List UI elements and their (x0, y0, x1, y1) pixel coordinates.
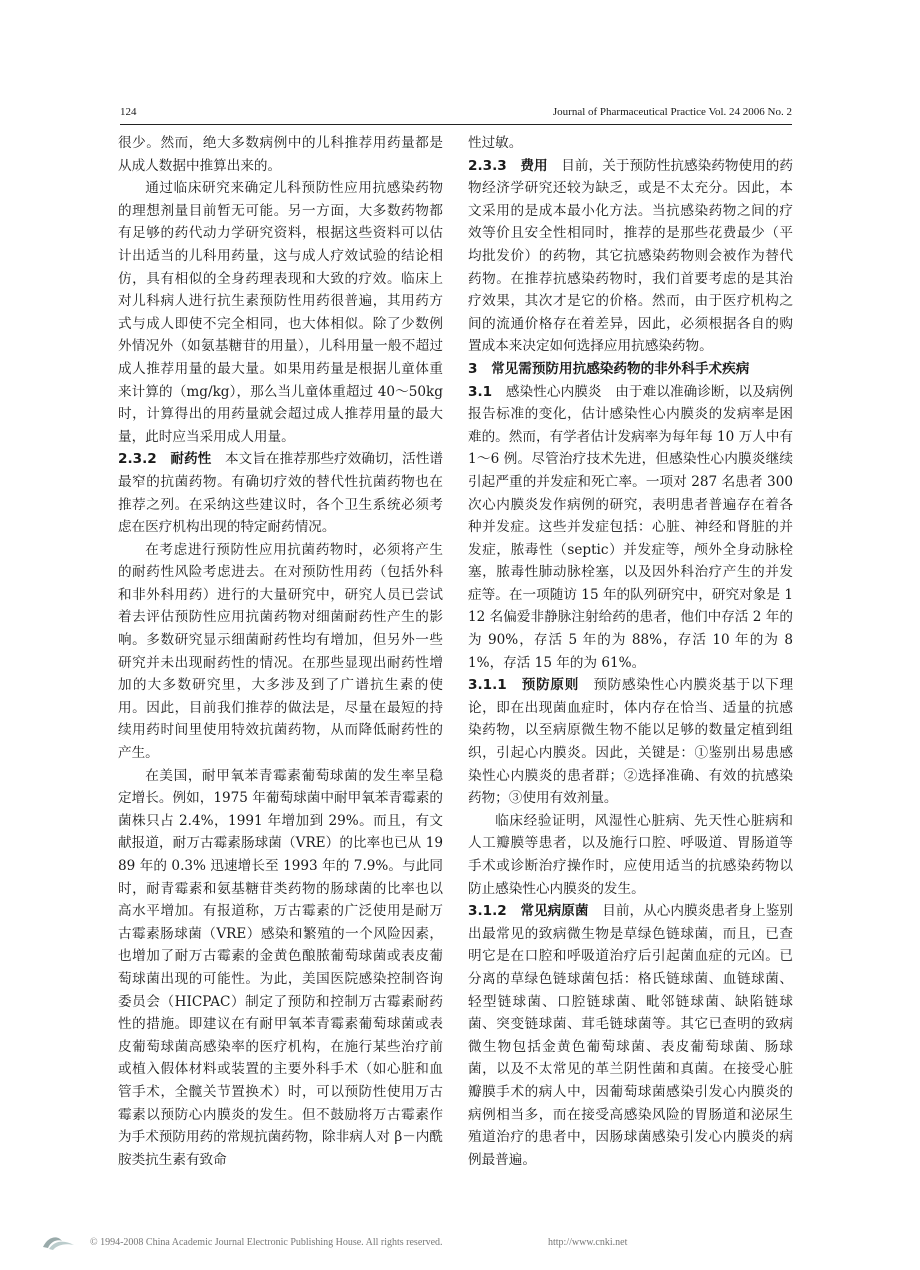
header-rule (120, 124, 792, 125)
cajeph-logo-icon (40, 1232, 78, 1252)
section-title: 耐药性 (170, 451, 212, 468)
section-text: 预防感染性心内膜炎基于以下理论，即在出现菌血症时，体内存在恰当、适量的抗感染药物，以至病原微生物不能以足够的数量定植到组织，引起心内膜炎。因此，关键是：①鉴别出易患感染性心内膜炎的患者群；②选择准确、有效的抗感染药物；③使用有效剂量。 (468, 677, 794, 807)
paragraph: 在考虑进行预防性应用抗菌药物时，必须将产生的耐药性风险考虑进去。在对预防性用药（包括外科和非外科用药）进行的大量研究中，研究人员已尝试着去评估预防性应用抗菌药物对细菌耐药性产生的影响。多数研究显示细菌耐药性均有增加，但另外一些研究并未出现耐药性的情况。在那些显现出耐药性增加的大多数研究里，大多涉及到了广谱抗生素的使用。因此，目前我们推荐的做法是，尽量在最短的持续用药时间里使用特效抗菌药物，从而降低耐药性的产生。 (118, 541, 443, 762)
paragraph: 在美国，耐甲氧苯青霉素葡萄球菌的发生率呈稳定增长。例如，1975 年葡萄球菌中耐甲氧苯青霉素的菌株只占 2.4%，1991 年增加到 29%。而且，有文献报道，耐万古霉素肠球菌（VRE）的比率也已从 1989 年的 0.3% 迅速增长至 1993 年的 7.9%。与此同时，耐青霉素和氨基糖苷类药物的肠球菌的比率也以高水平增加。有报道称，万古霉素的广泛使用是耐万古霉素肠球菌（VRE）感染和繁殖的一个风险因素，也增加了耐万古霉素的金黄色酿脓葡萄球菌或表皮葡萄球菌出现的可能性。为此，美国医院感染控制咨询委员会（HICPAC）制定了预防和控制万古霉素耐药性的措施。即建议在有耐甲氧苯青霉素葡萄球菌或表皮葡萄球菌高感染率的医疗机构，在施行某些治疗前或植入假体材料或装置的主要外科手术（如心脏和血管手术，全髋关节置换术）时，可以预防性使用万古霉素以预防心内膜炎的发生。但不鼓励将万古霉素作为手术预防用药的常规抗菌药物，除非病人对 β－内酰胺类抗生素有致命 (118, 767, 443, 1168)
right-column (468, 132, 793, 1171)
left-column (118, 132, 443, 1171)
journal-citation: Journal of Pharmaceutical Practice Vol. 24 2006 No. 2 (552, 106, 792, 118)
subsection-3-1-2 (468, 900, 793, 1171)
section-text: 目前，从心内膜炎患者身上鉴别出最常见的致病微生物是草绿色链球菌，而且，已查明它是在口腔和呼吸道治疗后引起菌血症的元凶。已分离的草绿色链球菌包括：格氏链球菌、血链球菌、轻型链球菌、口腔链球菌、毗邻链球菌、缺陷链球菌、突变链球菌、茸毛链球菌等。其它已查明的致病微生物包括金黄色葡萄球菌、表皮葡萄球菌、肠球菌，以及不太常见的革兰阴性菌和真菌。在接受心脏瓣膜手术的病人中，因葡萄球菌感染引发心内膜炎的病例相当多，而在接受高感染风险的胃肠道和泌尿生殖道治疗的患者中，因肠球菌感染引发心内膜炎的病例最普遍。 (468, 903, 794, 1168)
section-title: 费用 (520, 157, 548, 174)
section-text: 本文旨在推荐那些疗效确切，活性谱最窄的抗菌药物。有确切疗效的替代性抗菌药物也在推荐之列。在采纳这些建议时，各个卫生系统必须考虑在医疗机构出现的特定耐药情况。 (118, 451, 444, 536)
section-3-heading (468, 358, 793, 381)
section-number: 3.1.1 (468, 677, 507, 694)
section-number: 3 (468, 360, 478, 377)
section-text: 由于难以准确诊断，以及病例报告标准的变化，估计感染性心内膜炎的发病率是困难的。然而，有学者估计发病率为每年每 10 万人中有 1～6 例。尽管治疗技术先进，但感染性心内膜炎继续引起严重的并发症和死亡率。一项对 287 名患者 300 次心内膜炎发作病例的研究，表明患者普遍存在着各种并发症。这些并发症包括：心脏、神经和肾脏的并发症，脓毒性（septic）并发症等，颅外全身动脉栓塞，脓毒性肺动脉栓塞，以及因外科治疗产生的并发症等。在一项随访 15 年的队列研究中，研究对象是 112 名偏爱非静脉注射给药的患者，他们中存活 2 年的为 90%，存活 5 年的为 88%，存活 10 年的为 81%，存活 15 年的为 61%。 (468, 383, 794, 671)
cnki-url[interactable]: http://www.cnki.net (548, 1237, 628, 1248)
section-number: 3.1 (468, 383, 493, 400)
page-footer (40, 1232, 880, 1256)
section-title: 常见需预防用抗感染药物的非外科手术疾病 (491, 360, 750, 377)
subsection-2-3-2 (118, 448, 443, 538)
section-number: 2.3.3 (468, 157, 507, 174)
copyright-notice: © 1994-2008 China Academic Journal Electronic Publishing House. All rights reserved. (90, 1237, 443, 1248)
page-number: 124 (120, 106, 137, 118)
section-number: 3.1.2 (468, 903, 507, 920)
running-header (120, 106, 792, 122)
section-title: 感染性心内膜炎 (505, 383, 602, 400)
section-text: 目前，关于预防性抗感染药物使用的药物经济学研究还较为缺乏，或是不太充分。因此，本文采用的是成本最小化方法。当抗感染药物之间的疗效等价且安全性相同时，推荐的是那些花费最少（平均批发价）的药物，其它抗感染药物则会被作为替代药物。在推荐抗感染药物时，我们首要考虑的是其治疗效果，其次才是它的价格。然而，由于医疗机构之间的流通价格存在着差异，因此，必须根据各自的购置成本来决定如何选择应用抗感染药物。 (468, 157, 794, 355)
section-title: 预防原则 (521, 677, 580, 694)
paragraph: 性过敏。 (468, 135, 523, 151)
section-title: 常见病原菌 (520, 903, 589, 920)
subsection-3-1 (468, 381, 793, 675)
subsection-2-3-3 (468, 155, 793, 358)
section-number: 2.3.2 (118, 451, 157, 468)
subsection-3-1-1 (468, 674, 793, 810)
paragraph: 临床经验证明，风湿性心脏病、先天性心脏病和人工瓣膜等患者，以及施行口腔、呼吸道、胃肠道等手术或诊断治疗操作时，应使用适当的抗感染药物以防止感染性心内膜炎的发生。 (468, 812, 793, 897)
paragraph: 很少。然而，绝大多数病例中的儿科推荐用药量都是从成人数据中推算出来的。 (118, 135, 443, 174)
paragraph: 通过临床研究来确定儿科预防性应用抗感染药物的理想剂量目前暂无可能。另一方面，大多数药物都有足够的药代动力学研究资料，根据这些资料可以估计出适当的儿科用药量，这与成人疗效试验的结论相仿，具有相似的全身药理表现和大致的疗效。临床上对儿科病人进行抗生素预防性用药很普遍，其用药方式与成人即使不完全相同，也大体相似。除了少数例外情况外（如氨基糖苷的用量），儿科用量一般不超过成人推荐用量的最大量。如果用药量是根据儿童体重来计算的（mg/kg），那么当儿童体重超过 40～50kg 时，计算得出的用药量就会超过成人推荐用量的最大量，此时应当采用成人用量。 (118, 180, 443, 445)
